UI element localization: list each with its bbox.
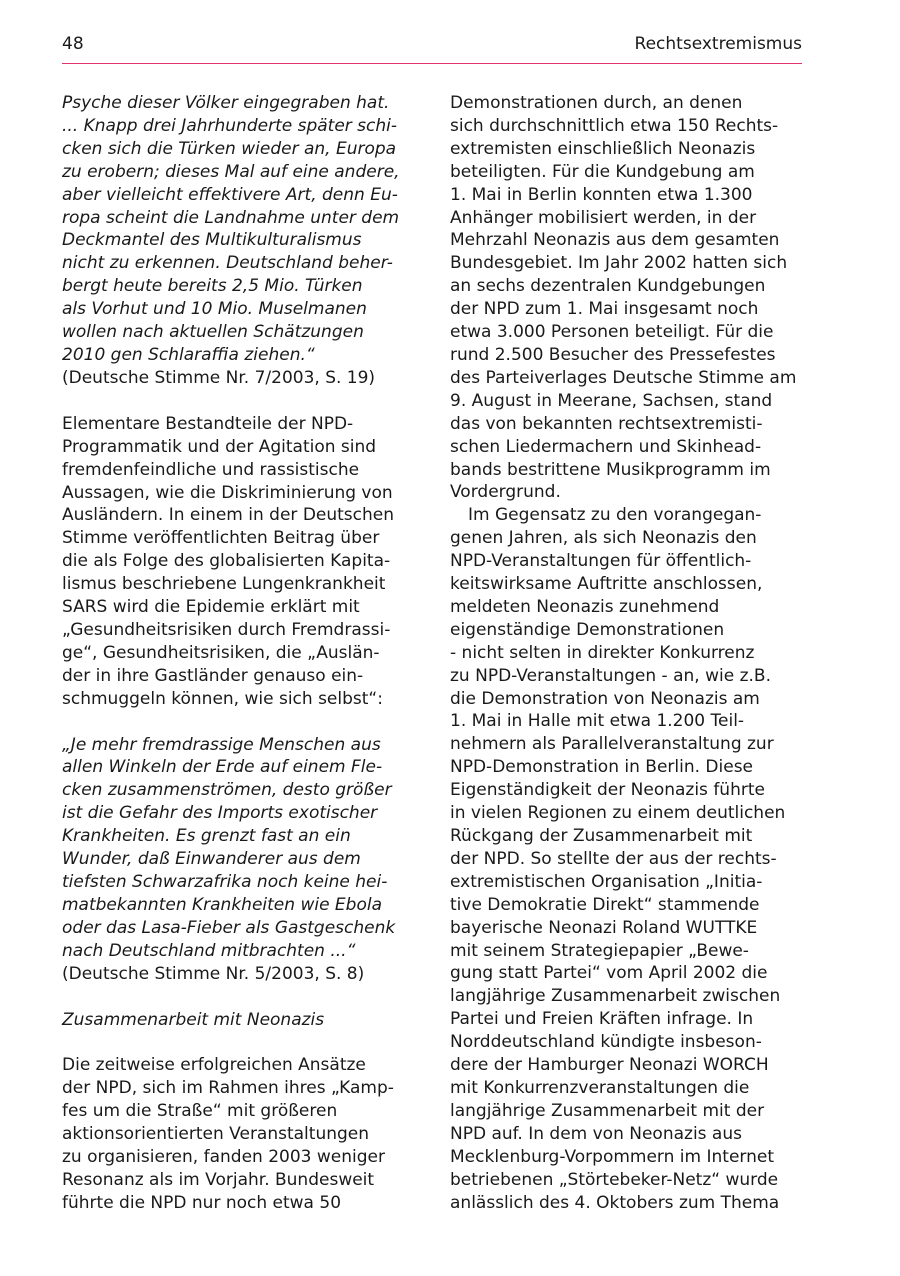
right-column	[450, 92, 805, 1214]
text-line: lismus beschriebene Lungenkrankheit	[62, 574, 386, 595]
quote-line: nicht zu erkennen. Deutschland beher-	[62, 253, 393, 274]
text-line: Elementare Bestandteile der NPD-	[62, 413, 354, 434]
text-line: langjährige Zusammenarbeit zwischen	[450, 986, 781, 1007]
text-line: rund 2.500 Besucher des Pressefestes	[450, 344, 776, 365]
text-line: Resonanz als im Vorjahr. Bundesweit	[62, 1169, 375, 1190]
quote-line: Deckmantel des Multikulturalismus	[62, 230, 362, 251]
quote-line: Krankheiten. Es grenzt fast an ein	[62, 826, 351, 847]
text-line: fes um die Straße“ mit größeren	[62, 1101, 338, 1122]
text-line: Im Gegensatz zu den vorangegan-	[468, 505, 762, 526]
text-line: Mehrzahl Neonazis aus dem gesamten	[450, 230, 780, 251]
text-line: NPD-Demonstration in Berlin. Diese	[450, 757, 754, 778]
text-line: anlässlich des 4. Oktobers zum Thema	[450, 1192, 780, 1213]
quote-line: allen Winkeln der Erde auf einem Fle-	[62, 757, 383, 778]
page-number: 48	[62, 34, 84, 54]
text-line: tive Demokratie Direkt“ stammende	[450, 894, 760, 915]
quote-line: cken sich die Türken wieder an, Europa	[62, 138, 397, 159]
text-line: Mecklenburg-Vorpommern im Internet	[450, 1146, 774, 1167]
text-line: - nicht selten in direkter Konkurrenz	[450, 642, 755, 663]
text-line: das von bekannten rechtsextremisti-	[450, 413, 763, 434]
quote-line: cken zusammenströmen, desto größer	[62, 780, 392, 801]
text-line: genen Jahren, als sich Neonazis den	[450, 528, 757, 549]
text-line: langjährige Zusammenarbeit mit der	[450, 1100, 765, 1121]
text-line: Partei und Freien Kräften infrage. In	[450, 1009, 754, 1030]
text-line: mit Konkurrenzveranstaltungen die	[450, 1077, 750, 1098]
quote-line: nach Deutschland mitbrachten ...“	[62, 940, 356, 961]
text-line: Eigenständigkeit der Neonazis führte	[450, 780, 765, 801]
text-line: Rückgang der Zusammenarbeit mit	[450, 826, 753, 846]
text-line: extremisten einschließlich Neonazis	[450, 138, 756, 159]
quote-1	[62, 92, 417, 367]
quote-1-source: (Deutsche Stimme Nr. 7/2003, S. 19)	[62, 367, 376, 388]
text-line: SARS wird die Epidemie erklärt mit	[62, 597, 360, 618]
text-line: Norddeutschland kündigte insbeson-	[450, 1032, 762, 1053]
text-line: 9. August in Meerane, Sachsen, stand	[450, 390, 773, 411]
text-line: „Gesundheitsrisiken durch Fremdrassi-	[62, 619, 391, 640]
quote-line: „Je mehr fremdrassige Menschen aus	[62, 734, 381, 755]
paragraph-demonstrationen	[450, 92, 805, 504]
text-line: extremistischen Organisation „Initia-	[450, 871, 763, 892]
text-line: Bundesgebiet. Im Jahr 2002 hatten sich	[450, 253, 788, 274]
text-line: aktionsorientierten Veranstaltungen	[62, 1124, 370, 1145]
text-line: bayerische Neonazi Roland WUTTKE	[450, 917, 758, 938]
text-line: der NPD zum 1. Mai insgesamt noch	[450, 299, 759, 320]
text-line: dere der Hamburger Neonazi WORCH	[450, 1055, 769, 1076]
quote-line: Wunder, daß Einwanderer aus dem	[62, 849, 361, 870]
text-line: ge“, Gesundheitsrisiken, die „Auslän-	[62, 642, 380, 663]
paragraph-zusammenarbeit	[62, 1054, 417, 1214]
text-line: nehmern als Parallelveranstaltung zur	[450, 734, 774, 755]
text-line: eigenständige Demonstrationen	[450, 619, 725, 640]
quote-line: ist die Gefahr des Imports exotischer	[62, 803, 378, 824]
quote-line: tiefsten Schwarzafrika noch keine hei-	[62, 872, 388, 892]
left-column	[62, 92, 417, 1215]
quote-2-source: (Deutsche Stimme Nr. 5/2003, S. 8)	[62, 963, 365, 984]
text-line: NPD-Veranstaltungen für öffentlich-	[450, 551, 752, 572]
header-rule	[62, 63, 802, 64]
running-title: Rechtsextremismus	[634, 34, 802, 54]
text-line: führte die NPD nur noch etwa 50	[62, 1192, 342, 1213]
text-line: etwa 3.000 Personen beteiligt. Für die	[450, 322, 774, 343]
quote-line: wollen nach aktuellen Schätzungen	[62, 322, 364, 343]
text-line: der NPD. So stellte der aus der rechts-	[450, 848, 777, 869]
text-line: der NPD, sich im Rahmen ihres „Kamp-	[62, 1078, 394, 1099]
text-line: schen Liedermachern und Skinhead-	[450, 436, 762, 457]
quote-line: aber vielleicht effektivere Art, denn Eu-	[62, 184, 398, 205]
text-line: beteiligten. Für die Kundgebung am	[450, 161, 755, 182]
text-line: bands bestrittene Musikprogramm im	[450, 459, 771, 480]
text-line: zu NPD-Veranstaltungen - an, wie z.B.	[450, 665, 771, 686]
text-line: keitswirksame Auftritte anschlossen,	[450, 574, 763, 595]
quote-line: oder das Lasa-Fieber als Gastgeschenk	[62, 917, 396, 938]
text-line: Programmatik und der Agitation sind	[62, 436, 377, 457]
text-line: sich durchschnittlich etwa 150 Rechts-	[450, 115, 779, 136]
text-line: zu organisieren, fanden 2003 weniger	[62, 1147, 385, 1168]
quote-line: 2010 gen Schlaraffia ziehen.“	[62, 344, 315, 365]
quote-line: ropa scheint die Landnahme unter dem	[62, 207, 400, 228]
text-line: fremdenfeindliche und rassistische	[62, 459, 360, 480]
text-line: NPD auf. In dem von Neonazis aus	[450, 1123, 742, 1144]
quote-line: bergt heute bereits 2,5 Mio. Türken	[62, 276, 363, 297]
text-line: Die zeitweise erfolgreichen Ansätze	[62, 1055, 366, 1076]
text-line: gung statt Partei“ vom April 2002 die	[450, 963, 768, 984]
quote-line: zu erobern; dieses Mal auf eine andere,	[62, 161, 400, 182]
text-line: Ausländern. In einem in der Deutschen	[62, 505, 395, 526]
section-subheading: Zusammenarbeit mit Neonazis	[62, 1009, 325, 1030]
text-line: Demonstrationen durch, an denen	[450, 93, 743, 113]
page-header	[62, 34, 802, 64]
quote-line: Psyche dieser Völker eingegraben hat.	[62, 93, 390, 113]
text-line: schmuggeln können, wie sich selbst“:	[62, 688, 383, 709]
text-line: 1. Mai in Halle mit etwa 1.200 Teil-	[450, 711, 745, 732]
quote-line: als Vorhut und 10 Mio. Muselmanen	[62, 299, 367, 320]
text-line: meldeten Neonazis zunehmend	[450, 596, 720, 617]
text-line: an sechs dezentralen Kundgebungen	[450, 276, 766, 297]
text-line: Anhänger mobilisiert werden, in der	[450, 207, 757, 228]
text-line: mit seinem Strategiepapier „Bewe-	[450, 940, 749, 961]
text-line: die als Folge des globalisierten Kapita-	[62, 551, 391, 572]
paragraph-gegensatz	[450, 504, 805, 1214]
quote-line: ... Knapp drei Jahrhunderte später schi-	[62, 115, 398, 136]
paragraph-npd-programmatik	[62, 413, 417, 711]
text-line: betriebenen „Störtebeker-Netz“ wurde	[450, 1169, 779, 1190]
quote-2	[62, 734, 417, 963]
text-line: Vordergrund.	[450, 482, 561, 503]
text-line: die Demonstration von Neonazis am	[450, 688, 760, 709]
text-line: der in ihre Gastländer genauso ein-	[62, 665, 364, 686]
text-line: Aussagen, wie die Diskriminierung von	[62, 482, 393, 503]
text-line: 1. Mai in Berlin konnten etwa 1.300	[450, 184, 753, 205]
quote-line: matbekannten Krankheiten wie Ebola	[62, 894, 383, 915]
text-line: in vielen Regionen zu einem deutlichen	[450, 803, 786, 824]
text-line: des Parteiverlages Deutsche Stimme am	[450, 367, 797, 388]
text-line: Stimme veröffentlichten Beitrag über	[62, 528, 380, 549]
